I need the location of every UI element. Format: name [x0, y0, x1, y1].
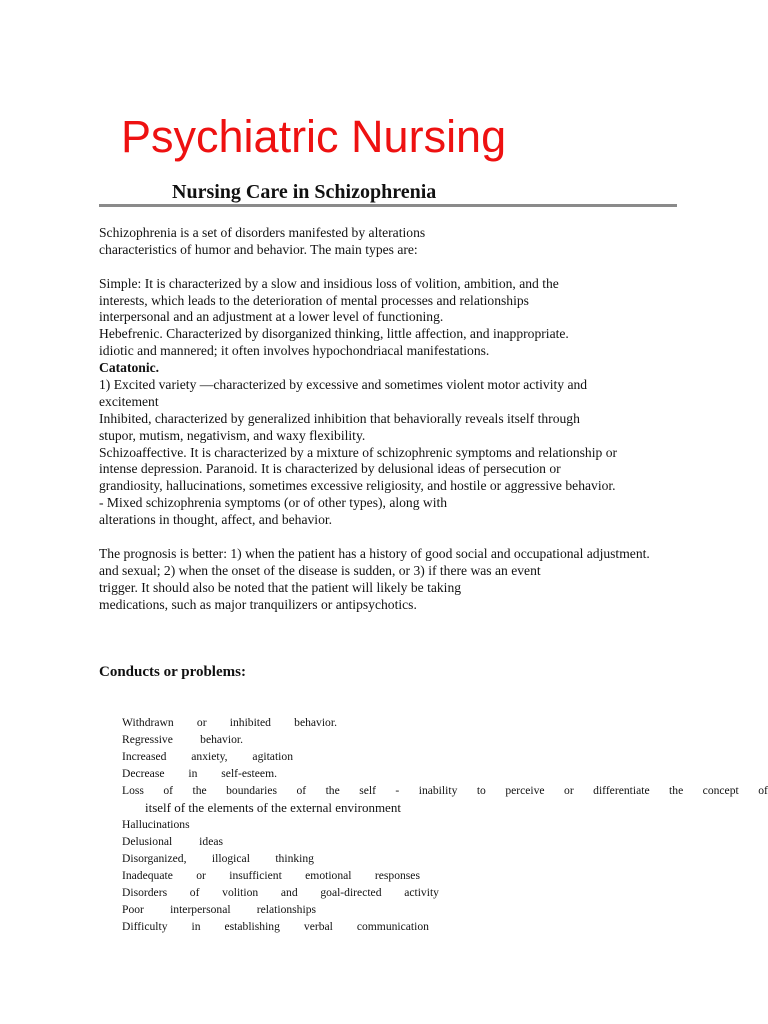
- problem-item: [122, 850, 314, 867]
- problem-word: differentiate: [593, 784, 650, 797]
- problem-word: thinking: [275, 852, 314, 865]
- body-line: Schizoaffective. It is characterized by a mixture of schizophrenic symptoms and relationship or: [99, 444, 618, 460]
- problem-word: boundaries: [226, 784, 277, 797]
- problem-word: responses: [374, 869, 420, 882]
- problem-item: [122, 884, 439, 901]
- problem-word: self-esteem.: [221, 767, 277, 780]
- problem-item: [122, 867, 420, 884]
- body-line: 1) Excited variety —characterized by excessive and sometimes violent motor activity and: [99, 377, 588, 393]
- body-line: interpersonal and an adjustment at a lower level of functioning.: [99, 309, 444, 325]
- paragraph-gap: [99, 259, 739, 276]
- body-line: Hebefrenic. Characterized by disorganized thinking, little affection, and inappropriate.: [99, 326, 569, 342]
- problem-word: or: [196, 869, 206, 882]
- body-line: interests, which leads to the deterioration of mental processes and relationships: [99, 292, 529, 308]
- problem-word: activity: [404, 886, 439, 899]
- problem-word: establishing: [224, 920, 280, 933]
- problem-word: in: [191, 920, 201, 933]
- body-line: and sexual; 2) when the onset of the disease is sudden, or 3) if there was an event: [99, 562, 541, 578]
- problem-word: concept: [702, 784, 739, 797]
- section-title: Nursing Care in Schizophrenia: [172, 181, 437, 203]
- problem-word: Regressive: [122, 733, 173, 746]
- body-line: Simple: It is characterized by a slow and insidious loss of volition, ambition, and the: [99, 275, 559, 291]
- problem-item: [122, 782, 768, 799]
- problem-word: goal-directed: [320, 886, 382, 899]
- problem-word: anxiety,: [191, 750, 228, 763]
- problem-word: verbal: [303, 920, 333, 933]
- problem-word: Increased: [122, 750, 167, 763]
- problem-word: of: [758, 784, 768, 797]
- problem-word: behavior.: [200, 733, 243, 746]
- problem-word: or: [196, 716, 207, 729]
- problem-item: [122, 731, 243, 748]
- paragraph-gap: [99, 529, 739, 546]
- problem-word: of: [296, 784, 307, 797]
- body-line: stupor, mutism, negativism, and waxy flexibility.: [99, 427, 366, 443]
- body-line: idiotic and mannered; it often involves hypochondriacal manifestations.: [99, 343, 490, 359]
- problem-word: inhibited: [229, 716, 271, 729]
- problem-word: -: [395, 784, 400, 797]
- problem-word: the: [325, 784, 340, 797]
- body-line: grandiosity, hallucinations, sometimes excessive religiosity, and hostile or aggressive behavior.: [99, 478, 616, 494]
- body-line: Inhibited, characterized by generalized inhibition that behaviorally reveals itself through: [99, 410, 580, 426]
- problem-item: [122, 748, 293, 765]
- problem-word: self: [359, 784, 376, 797]
- problem-word: Disorganized,: [122, 852, 187, 865]
- problem-word: Withdrawn: [122, 716, 174, 729]
- problem-word: relationships: [256, 903, 316, 916]
- body-line: intense depression. Paranoid. It is characterized by delusional ideas of persecution or: [99, 461, 561, 477]
- problem-word: emotional: [305, 869, 352, 882]
- body-line: alterations in thought, affect, and behavior.: [99, 512, 333, 528]
- problem-list: [122, 714, 768, 935]
- problem-word: Loss: [122, 784, 144, 797]
- problem-word: volition: [222, 886, 259, 899]
- problem-word: Poor: [122, 903, 144, 916]
- body-line: excitement: [99, 393, 159, 409]
- page-title: Psychiatric Nursing: [121, 111, 507, 162]
- body-line: The prognosis is better: 1) when the patient has a history of good social and occupational adjustment.: [99, 545, 650, 561]
- problem-word: illogical: [211, 852, 250, 865]
- problem-word: perceive: [505, 784, 545, 797]
- problem-word: the: [192, 784, 207, 797]
- problem-item: [122, 714, 337, 731]
- problem-word: of: [189, 886, 200, 899]
- body-text: [99, 225, 739, 613]
- problem-word: the: [669, 784, 684, 797]
- problem-word: Difficulty: [122, 920, 168, 933]
- problem-item: [122, 901, 316, 918]
- body-line: medications, such as major tranquilizers or antipsychotics.: [99, 596, 417, 612]
- problem-item-continuation: itself of the elements of the external environment: [145, 800, 401, 815]
- problem-word: ideas: [199, 835, 223, 848]
- problem-item: [122, 833, 223, 850]
- problem-word: or: [564, 784, 574, 797]
- problem-word: Disorders: [122, 886, 168, 899]
- problem-word: communication: [356, 920, 429, 933]
- problem-word: Hallucinations: [122, 818, 190, 831]
- body-line: Schizophrenia is a set of disorders manifested by alterations: [99, 225, 426, 240]
- problem-word: to: [476, 784, 486, 797]
- problem-word: in: [188, 767, 198, 780]
- problem-word: of: [163, 784, 174, 797]
- catatonic-heading: Catatonic.: [99, 360, 160, 376]
- problem-item: [122, 918, 429, 935]
- problem-word: agitation: [252, 750, 293, 763]
- problem-word: interpersonal: [170, 903, 231, 916]
- problem-word: Delusional: [122, 835, 173, 848]
- problem-word: insufficient: [229, 869, 282, 882]
- problem-word: and: [280, 886, 298, 899]
- problem-word: inability: [418, 784, 458, 797]
- problem-word: Inadequate: [122, 869, 173, 882]
- problem-word: behavior.: [294, 716, 337, 729]
- problem-item: [122, 765, 277, 782]
- body-line: - Mixed schizophrenia symptoms (or of other types), along with: [99, 495, 448, 511]
- body-line: trigger. It should also be noted that the patient will likely be taking: [99, 579, 462, 595]
- conducts-heading: Conducts or problems:: [99, 664, 246, 680]
- problem-word: Decrease: [122, 767, 165, 780]
- body-line: characteristics of humor and behavior. The main types are:: [99, 241, 418, 257]
- title-rule: [99, 204, 677, 207]
- problem-item: [122, 816, 768, 833]
